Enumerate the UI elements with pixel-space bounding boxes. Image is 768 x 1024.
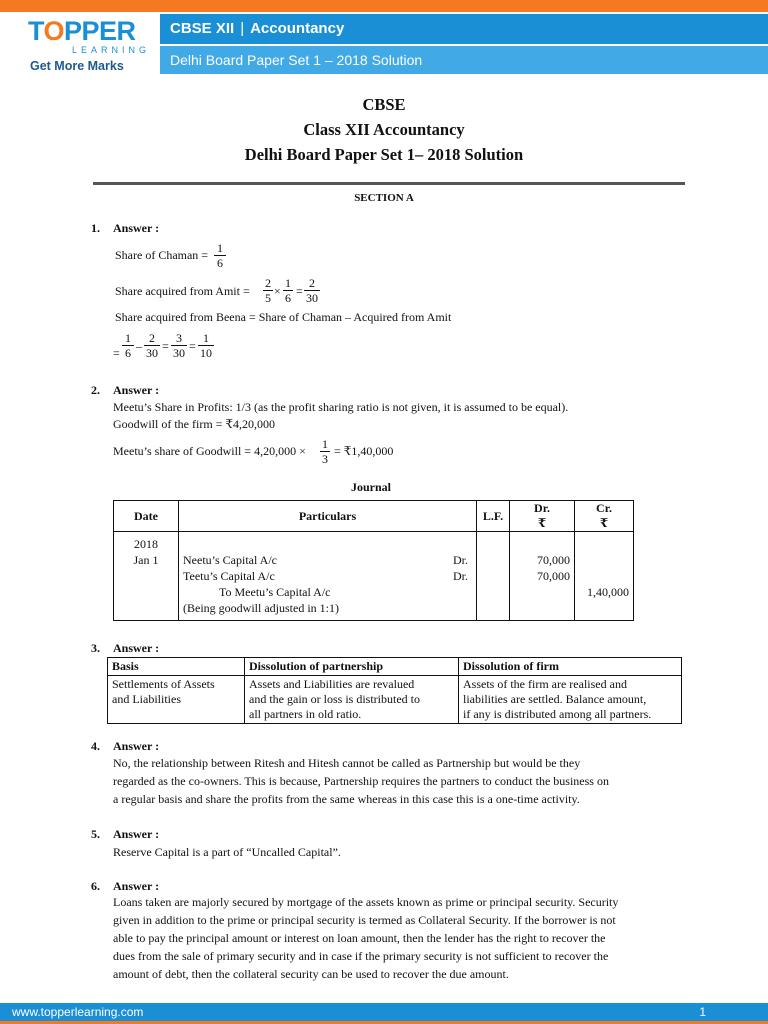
journal-table bbox=[113, 500, 634, 621]
dissolution-col-partnership: Dissolution of partnership bbox=[245, 658, 459, 676]
q1-number: 1. bbox=[91, 221, 100, 235]
q3-number: 3. bbox=[91, 641, 100, 655]
dissolution-row bbox=[108, 676, 682, 724]
banner-separator: | bbox=[240, 20, 245, 37]
footer-url-link[interactable]: www.topperlearning.com bbox=[12, 1005, 144, 1019]
q1-calc-fraction-1: $\frac{1}{6}$ bbox=[122, 331, 134, 360]
q2-line-1: Meetu’s Share in Profits: 1/3 (as the profit sharing ratio is not given, it is assumed to be equal). bbox=[113, 400, 569, 414]
q1-calc-equals: = bbox=[113, 346, 120, 360]
q5-number: 5. bbox=[91, 827, 100, 841]
logo-subtitle: LEARNING bbox=[72, 45, 151, 55]
q1-chaman-label: Share of Chaman = bbox=[115, 248, 209, 262]
q4-answer-text: No, the relationship between Ritesh and Hitesh cannot be called as Partnership but would be they regarded as the co-owners. This is because, Partnership requires the partners to conduct the business on a regular basis and share the profits from the same whereas in this case this is a one-time activity. bbox=[113, 756, 609, 806]
page-footer bbox=[0, 1003, 768, 1021]
dissolution-firm-cell: Assets of the firm are realised and liabilities are settled. Balance amount, if any is distributed among all partners. bbox=[459, 676, 682, 724]
dissolution-col-firm: Dissolution of firm bbox=[459, 658, 682, 676]
q1-calc-fraction-4: $\frac{1}{10}$ bbox=[200, 331, 212, 360]
q2-number: 2. bbox=[91, 383, 100, 397]
q2-answer-label: Answer : bbox=[113, 383, 160, 397]
q1-calc-fraction-2: $\frac{2}{30}$ bbox=[146, 331, 158, 360]
journal-header-row bbox=[114, 501, 634, 532]
q1-chaman-fraction: $\frac{1}{6}$ bbox=[214, 241, 226, 270]
logo-tagline: Get More Marks bbox=[30, 59, 124, 73]
q5-answer-text: Reserve Capital is a part of “Uncalled Capital”. bbox=[113, 845, 341, 859]
journal-col-cr: Cr. ₹ bbox=[575, 501, 634, 532]
page-number: 1 bbox=[699, 1005, 706, 1019]
q6-answer-text: Loans taken are majorly secured by mortgage of the assets known as prime or principal security. Security given in addition to the prime or principal security is termed as Collateral Security. If the borrower is not able to pay the principal amount or interest on loan amount, then the lender has the right to recover the dues from the sale of primary security and in case if the primary security is not sufficient to recover the amount of debt, then the collateral security can be used to recover the due amount. bbox=[113, 895, 619, 981]
journal-col-particulars: Particulars bbox=[179, 501, 477, 532]
q1-amit-fraction-2: $\frac{1}{6}$ bbox=[285, 276, 291, 305]
q1-answer-label: Answer : bbox=[113, 221, 160, 235]
journal-col-date: Date bbox=[114, 501, 179, 532]
q3-answer-label: Answer : bbox=[113, 641, 160, 655]
journal-dr-cell: 70,000 70,000 bbox=[510, 532, 575, 621]
q2-line-2: Goodwill of the firm = ₹4,20,000 bbox=[113, 417, 276, 431]
paper-banner: Delhi Board Paper Set 1 – 2018 Solution bbox=[160, 46, 768, 74]
doc-title-paper: Delhi Board Paper Set 1– 2018 Solution bbox=[244, 145, 524, 164]
q1-times-sign: × bbox=[274, 284, 281, 298]
journal-entry-row bbox=[114, 532, 634, 621]
q5-answer-label: Answer : bbox=[113, 827, 160, 841]
title-divider bbox=[93, 182, 685, 185]
section-heading: SECTION A bbox=[354, 192, 414, 204]
q6-answer-label: Answer : bbox=[113, 879, 160, 893]
q1-beena-line: Share acquired from Beena = Share of Chaman – Acquired from Amit bbox=[115, 310, 452, 324]
journal-particulars-cell: Neetu’s Capital A/c Dr. Teetu’s Capital A/c Dr. To Meetu’s Capital A/c (Being goodwill adjusted in 1:1) bbox=[179, 532, 477, 621]
top-accent-bar bbox=[0, 0, 768, 12]
q1-calc-equals-2: = bbox=[162, 339, 169, 353]
journal-title: Journal bbox=[351, 480, 392, 494]
journal-lf-cell bbox=[477, 532, 510, 621]
q2-goodwill-text: Meetu’s share of Goodwill = 4,20,000 × bbox=[113, 444, 306, 458]
dissolution-col-basis: Basis bbox=[108, 658, 245, 676]
q1-equals-sign: = bbox=[296, 284, 303, 298]
q4-answer-label: Answer : bbox=[113, 739, 160, 753]
doc-title-class: Class XII Accountancy bbox=[303, 120, 465, 139]
logo-wordmark: TOPPER bbox=[28, 16, 136, 46]
q1-amit-fraction-1: $\frac{2}{5}$ bbox=[265, 276, 271, 305]
journal-date-cell: 2018 Jan 1 bbox=[114, 532, 179, 621]
q1-calc-equals-3: = bbox=[189, 339, 196, 353]
dissolution-table bbox=[107, 657, 682, 724]
journal-cr-cell: 1,40,000 bbox=[575, 532, 634, 621]
q4-number: 4. bbox=[91, 739, 100, 753]
dissolution-partnership-cell: Assets and Liabilities are revalued and the gain or loss is distributed to all partners in old ratio. bbox=[245, 676, 459, 724]
dissolution-header-row bbox=[108, 658, 682, 676]
journal-col-lf: L.F. bbox=[477, 501, 510, 532]
subject-label: Accountancy bbox=[250, 20, 345, 37]
board-label: CBSE XII bbox=[170, 20, 235, 37]
q1-amit-label: Share acquired from Amit = bbox=[115, 284, 250, 298]
q1-calc-fraction-3: $\frac{3}{30}$ bbox=[173, 331, 185, 360]
topper-logo bbox=[22, 14, 151, 80]
q2-goodwill-fraction: $\frac{1}{3}$ bbox=[322, 437, 328, 466]
q1-minus-sign: – bbox=[136, 339, 142, 353]
subject-banner bbox=[160, 14, 768, 44]
q6-number: 6. bbox=[91, 879, 100, 893]
dissolution-basis-cell: Settlements of Assets and Liabilities bbox=[108, 676, 245, 724]
q1-amit-result: $\frac{2}{30}$ bbox=[306, 276, 318, 305]
journal-col-dr: Dr. ₹ bbox=[510, 501, 575, 532]
q2-goodwill-result: = ₹1,40,000 bbox=[334, 444, 394, 458]
doc-title-board: CBSE bbox=[362, 95, 406, 114]
